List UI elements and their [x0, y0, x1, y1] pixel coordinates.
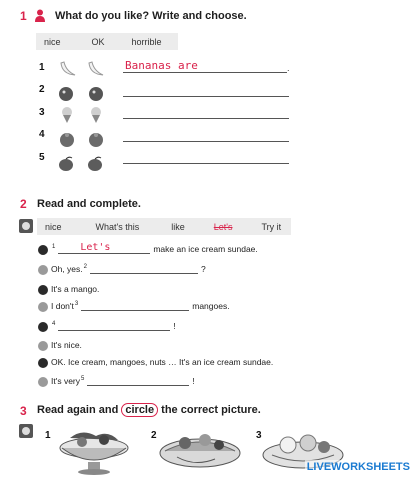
speaker-boy-icon — [38, 245, 48, 255]
dialogue-gap[interactable] — [90, 264, 198, 274]
dialogue-line: It's a mango. — [38, 284, 99, 294]
coconut-icon — [87, 85, 105, 103]
row-number: 2 — [39, 84, 45, 95]
word-box-item: nice — [45, 221, 62, 232]
word-box-item-used: Let's — [213, 221, 233, 232]
audio-cd-icon[interactable] — [19, 424, 33, 438]
exercise-2-word-box — [37, 218, 291, 235]
word-box-item: nice — [44, 36, 61, 47]
answer-line[interactable] — [123, 72, 287, 73]
mango-icon — [57, 156, 75, 172]
answer-text[interactable]: Bananas are — [125, 59, 198, 72]
row-number: 5 — [39, 152, 45, 163]
dialogue-gap[interactable] — [58, 244, 150, 254]
dialogue-line: Oh, yes. $^2$ ? — [38, 264, 206, 274]
picture-number: 3 — [256, 430, 262, 441]
exercise-3-title: Read again and circle the correct picture. — [37, 404, 261, 416]
ice-cream-icon — [59, 106, 75, 124]
row-number: 3 — [39, 107, 45, 118]
sundae-picture-1[interactable] — [52, 426, 136, 476]
coconut-icon — [57, 85, 75, 103]
audio-cd-icon[interactable] — [19, 219, 33, 233]
ice-cream-icon — [88, 106, 104, 124]
speaker-girl-icon — [38, 377, 48, 387]
dialogue-line: OK. Ice cream, mangoes, nuts … It's an ice cream sundae. — [38, 357, 273, 367]
exercise-3-number: 3 — [20, 404, 27, 418]
speaker-girl-icon — [38, 265, 48, 275]
exercise-2-title: Read and complete. — [37, 198, 141, 210]
answer-line[interactable] — [123, 163, 289, 164]
dialogue-line: I don't $^3$ mangoes. — [38, 301, 230, 311]
mango-icon — [86, 156, 104, 172]
exercise-2-number: 2 — [20, 197, 27, 211]
dialogue-gap[interactable] — [58, 321, 170, 331]
liveworksheets-watermark: LIVEWORKSHEETS — [306, 461, 410, 473]
answer-line[interactable] — [123, 118, 289, 119]
sentence-end: . — [287, 63, 290, 73]
cupcake-icon — [87, 131, 105, 149]
circle-word: circle — [121, 403, 158, 417]
banana-icon — [86, 60, 106, 78]
answer-line[interactable] — [123, 141, 289, 142]
pair-work-icon — [34, 9, 46, 22]
answer-line[interactable] — [123, 96, 289, 97]
exercise-1-number: 1 — [20, 9, 27, 23]
banana-icon — [58, 60, 78, 78]
word-box-item: horrible — [131, 36, 162, 47]
dialogue-line: It's nice. — [38, 340, 82, 350]
speaker-girl-icon — [38, 341, 48, 351]
picture-number: 1 — [45, 430, 51, 441]
word-box-item: What's this — [95, 221, 140, 232]
cupcake-icon — [58, 131, 76, 149]
speaker-boy-icon — [38, 322, 48, 332]
picture-number: 2 — [151, 430, 157, 441]
word-box-item: Try it — [261, 221, 282, 232]
row-number: 4 — [39, 129, 45, 140]
word-box-item: OK — [91, 36, 105, 47]
dialogue-answer[interactable]: Let's — [80, 242, 111, 253]
speaker-boy-icon — [38, 285, 48, 295]
dialogue-line: $^4$ ! — [38, 321, 176, 331]
row-number: 1 — [39, 62, 45, 73]
exercise-1-title: What do you like? Write and choose. — [55, 10, 247, 22]
exercise-1-word-box — [36, 33, 178, 50]
speaker-girl-icon — [38, 302, 48, 312]
dialogue-line: $^1$ Let's make an ice cream sundae. — [38, 244, 258, 254]
speaker-boy-icon — [38, 358, 48, 368]
dialogue-line: It's very $^5$ ! — [38, 376, 195, 386]
word-box-item: like — [171, 221, 185, 232]
dialogue-gap[interactable] — [81, 301, 189, 311]
sundae-picture-2[interactable] — [155, 427, 245, 473]
dialogue-gap[interactable] — [87, 376, 189, 386]
